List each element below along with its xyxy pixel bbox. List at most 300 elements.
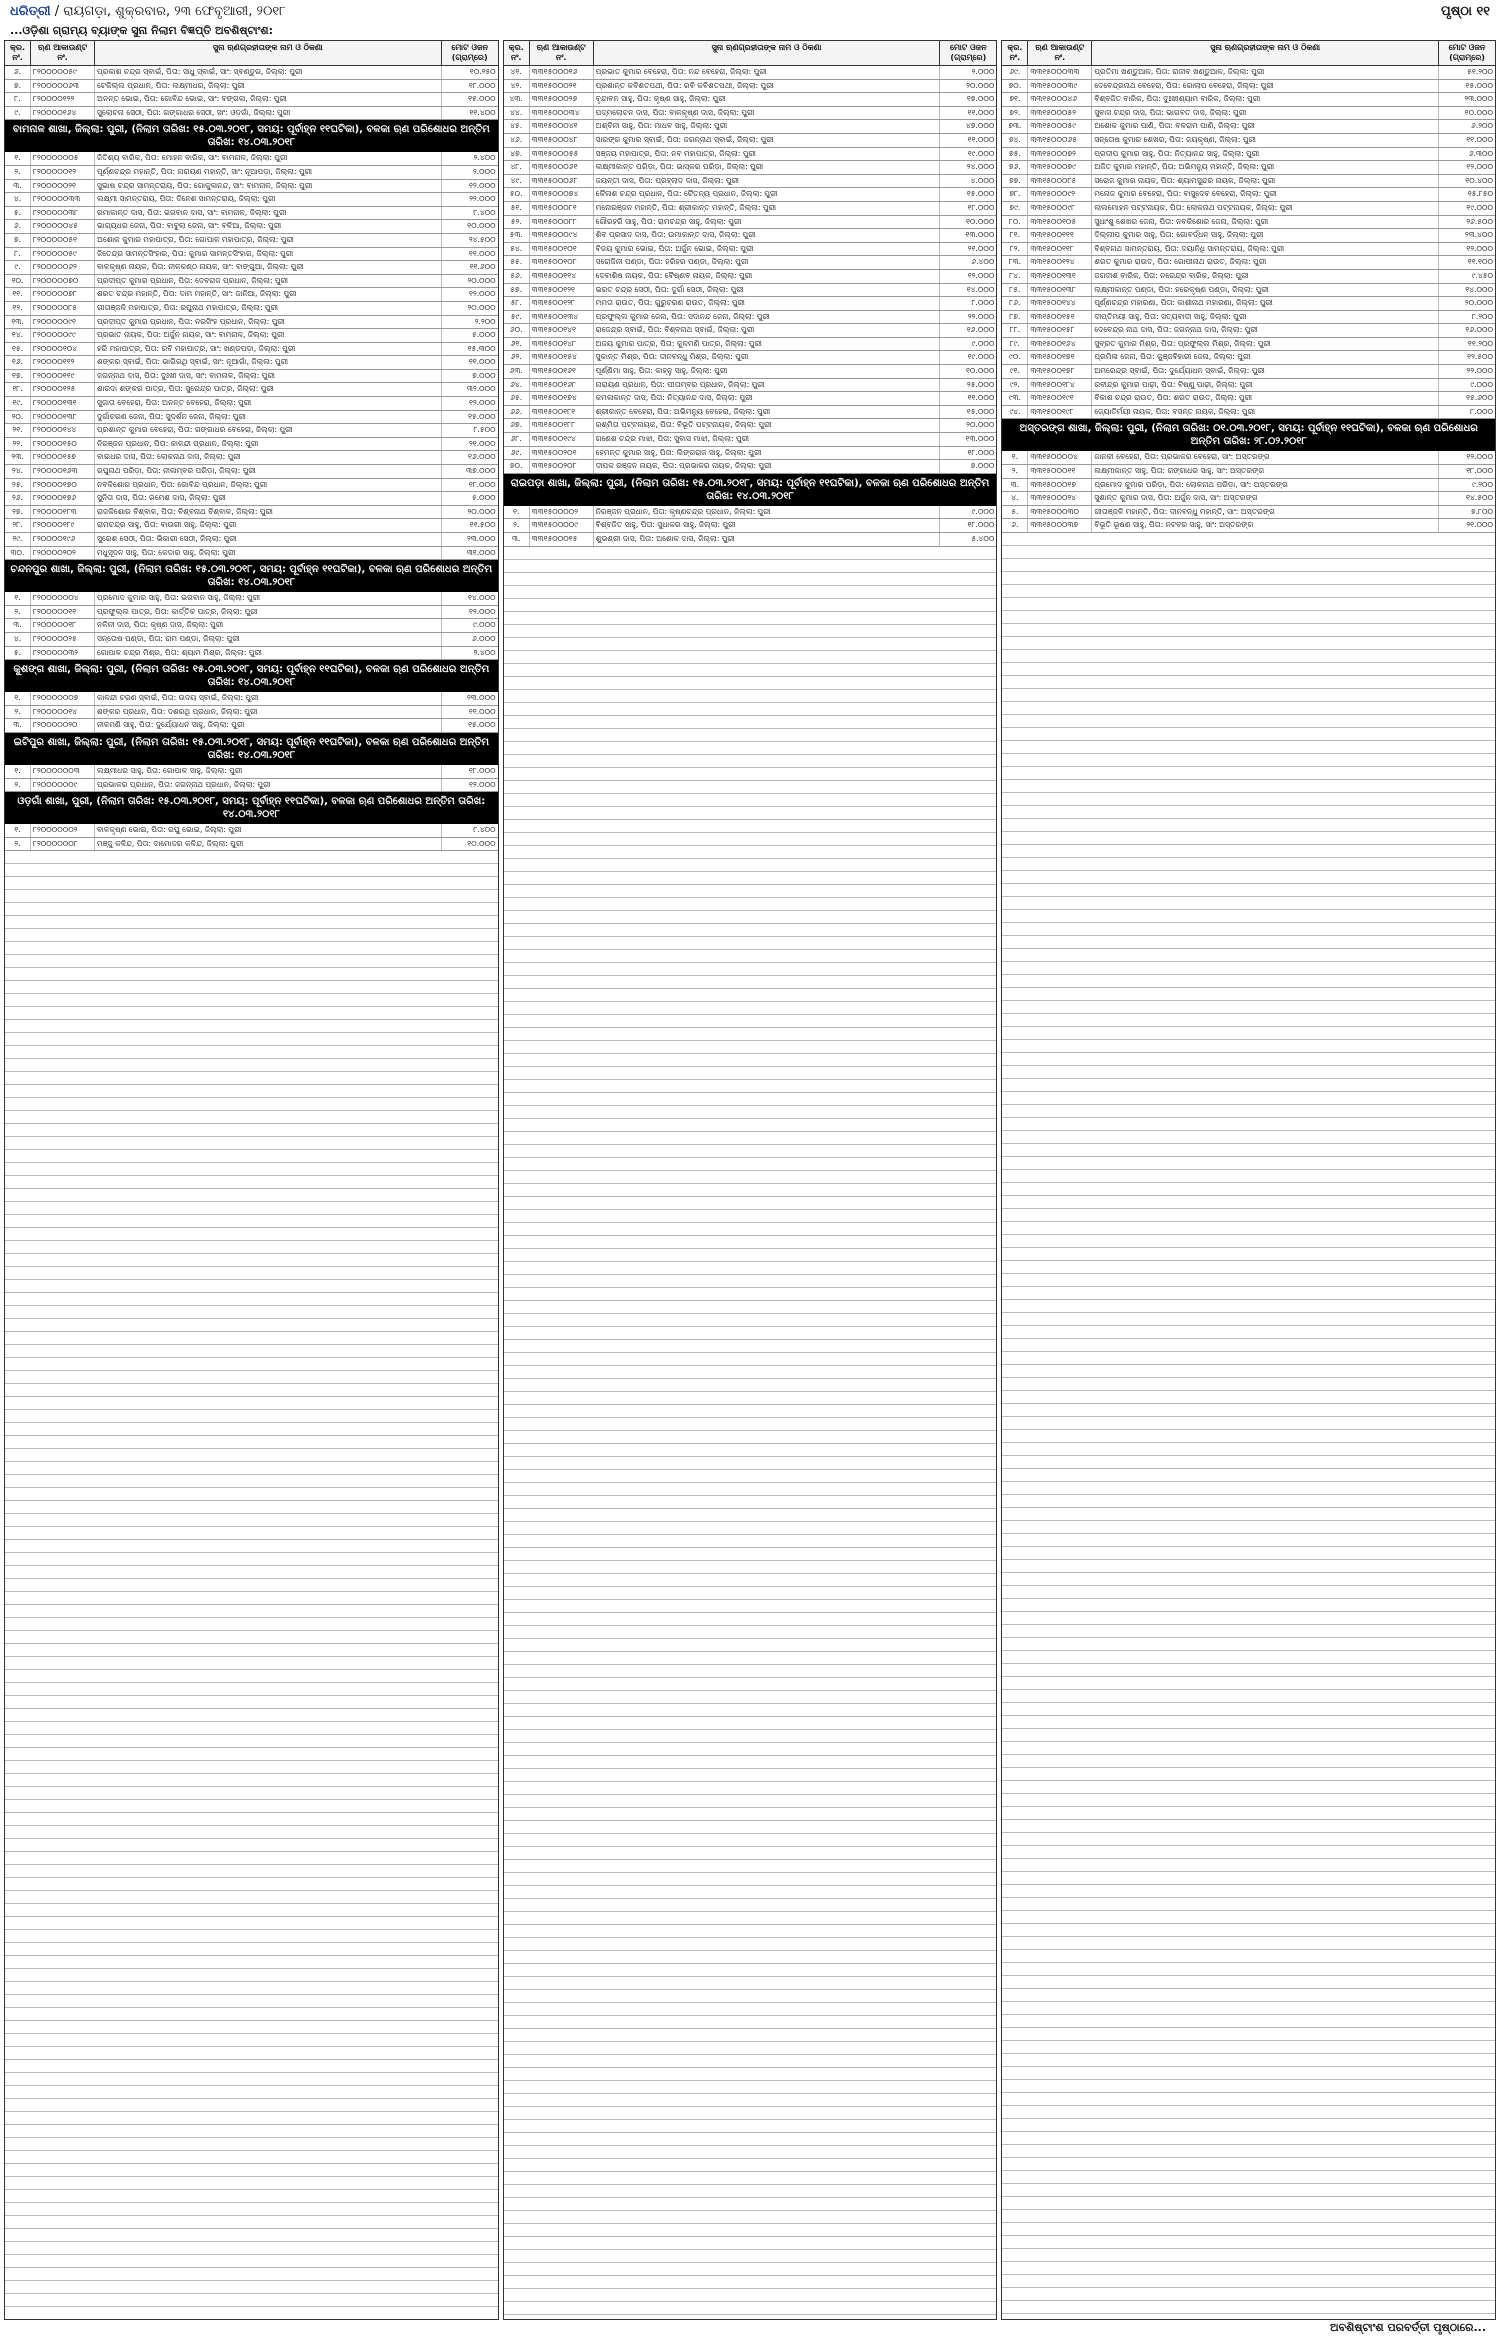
serial-cell: ୬୬. [504,406,530,419]
account-cell: ୮୨୦୦୦୦୦୭୮ [31,288,95,301]
serial-cell: ୫. [5,207,31,220]
table-row [504,66,997,80]
table-row [5,193,498,207]
account-cell: ୮୨୦୦୦୦୦୫୯ [31,248,95,261]
table-row [1002,351,1495,365]
table-row [5,234,498,248]
weight-cell: ୩୭.୦୦୦ [466,466,496,476]
table-row [504,93,997,107]
weight-cell: ୨୦.୦୦୦ [467,275,496,285]
weight-cell: ୯.୨୦୦ [1472,479,1494,489]
serial-cell: ୧୯. [5,397,31,410]
table-row [504,297,997,311]
account-cell: ୩୩୧୫୦୦୦୮୫ [1028,175,1092,188]
account-cell: ୩୩୧୫୦୦୧୨୧ [530,284,594,297]
weight-cell: ୮.୫୦୦ [473,425,496,435]
serial-cell: ୮୮. [1002,324,1028,337]
account-cell: ୩୩୧୫୦୦୦୦୪ [1028,451,1092,464]
serial-cell: ୨୦. [5,411,31,424]
serial-cell: ୫୪. [504,243,530,256]
serial-cell: ୨. [5,838,31,851]
serial-cell: ୭. [5,234,31,247]
table-row [504,533,997,547]
table-row [5,383,498,397]
weight-cell: ୧୭.୦୦୦ [966,94,995,104]
weight-cell: ୧୧.୦୦୦ [967,134,995,144]
account-cell: ୩୩୧୫୦୦୦୯୨ [1028,188,1092,201]
header-serial: କ୍ର. ନଂ. [1002,41,1028,65]
table-row [5,692,498,706]
borrower-cell: ପୂର୍ଣ୍ଣିମା ସାହୁ, ପିତା: କାହ୍ନୁ ସାହୁ, ଜିଲ୍ଲା: ପୁରୀ [594,365,941,378]
account-cell: ୮୨୦୦୦୦୦୧୧ [31,606,95,619]
borrower-cell: କୈଳାଶ ଚନ୍ଦ୍ର ପ୍ରଧାନ, ପିତା: ଚୈତନ୍ୟ ପ୍ରଧାନ, ଜିଲ୍ଲା: ପୁରୀ [594,188,941,201]
borrower-cell: ମନୋଜ କୁମାର ବେହେରା, ପିତା: ବାସୁଦେବ ବେହେରା, ଜିଲ୍ଲା: ପୁରୀ [1092,188,1439,201]
borrower-cell: ପ୍ରଭାତ ନାୟକ, ପିତା: ଅର୍ଜୁନ ନାୟକ, ସାଂ: ବାମନାଳ, ଜିଲ୍ଲା: ପୁରୀ [95,329,442,342]
borrower-cell: ସନ୍ତୋଷ ପଣ୍ଡା, ପିତା: ରାମ ପଣ୍ଡା, ଜିଲ୍ଲା: ପୁରୀ [95,633,442,646]
borrower-cell: ବାଳକୃଷ୍ଣ ନାୟକ, ପିତା: ନୀଳକଣ୍ଠ ନାୟକ, ସାଂ: ବାଙ୍ଗୁଆ, ଜିଲ୍ଲା: ପୁରୀ [95,261,442,274]
header-account: ଋଣ ଆକାଉଣ୍ଟ ନଂ. [530,41,594,65]
table-row [1002,134,1495,148]
account-cell: ୩୩୧୫୦୦୦୨୭ [530,93,594,106]
table-row [1002,311,1495,325]
account-cell: ୩୩୧୫୦୦୦୨୪ [1028,492,1092,505]
serial-cell: ୨୭. [5,506,31,519]
serial-cell: ୮୭. [1002,311,1028,324]
table-row [5,533,498,547]
table-row [5,492,498,506]
weight-cell: ୧୪.୫୦୦ [1466,493,1494,503]
table-row [5,275,498,289]
table-row [504,519,997,533]
borrower-cell: ସଞ୍ଜୟ ମହାପାତ୍ର, ପିତା: ନବ ମହାପାତ୍ର, ଜିଲ୍ଲା: ପୁରୀ [594,148,941,161]
serial-cell: ୮୩. [1002,256,1028,269]
weight-cell: ୧୯.୦୦୦ [967,352,995,362]
header-borrower: ସୁନା ଋଣଗ୍ରହୀତାଙ୍କ ନାମ ଓ ଠିକଣା [95,41,442,65]
account-cell: ୮୨୦୦୦୦୦୨୧ [31,180,95,193]
serial-cell: ୭୨. [1002,107,1028,120]
table-row [504,379,997,393]
table-row [5,80,498,94]
serial-cell: ୮୬. [1002,297,1028,310]
serial-cell: ୩. [5,619,31,632]
table-continuation [5,851,498,2319]
table-row [504,392,997,406]
borrower-cell: ଶିବ ପ୍ରସାଦ ଦାସ, ପିତା: ଉମାକାନ୍ତ ଦାସ, ଜିଲ୍ଲା: ପୁରୀ [594,229,941,242]
table-row [1002,107,1495,121]
weight-cell: ୧୫.୩୦୦ [467,343,496,353]
serial-cell: ୬. [1002,519,1028,532]
account-cell: ୩୩୧୫୦୦୧୬୪ [1028,338,1092,351]
table-row [5,438,498,452]
weight-cell: ୧୪.୦୦୦ [1465,284,1494,294]
account-cell: ୩୩୧୫୦୦୧୨୪ [1028,256,1092,269]
account-cell: ୩୩୧୫୦୦୧୬୧ [530,365,594,378]
serial-cell: ୭୭. [1002,175,1028,188]
account-cell: ୮୨୦୦୦୦୧୮୯ [31,519,95,532]
account-cell: ୩୩୧୫୦୦୦୦୨ [530,506,594,519]
account-cell: ୮୨୦୦୦୦୦୩୨ [31,647,95,660]
notice-columns [4,40,1496,2320]
account-cell: ୮୨୦୦୦୦୧୨୫ [31,383,95,396]
serial-cell: ୧୧. [5,288,31,301]
borrower-cell: ନୀଳମଣି ସାହୁ, ପିତା: ଦୁର୍ଯ୍ୟୋଧନ ସାହୁ, ଜିଲ୍ଲା: ପୁରୀ [95,719,442,732]
account-cell: ୩୩୧୫୦୦୦୧୭ [1028,479,1092,492]
borrower-cell: ଅମରେନ୍ଦ୍ର ସ୍ବାଇଁ, ପିତା: ଦୁର୍ଯ୍ୟୋଧନ ସ୍ବାଇଁ, ଜିଲ୍ଲା: ପୁରୀ [1092,365,1439,378]
serial-cell: ୨. [5,706,31,719]
table-row [5,207,498,221]
borrower-cell: ପ୍ରଦୀପ କୁମାର ସାହୁ, ପିତା: ନିତ୍ୟାନନ୍ଦ ସାହୁ, ଜିଲ୍ଲା: ପୁରୀ [1092,148,1439,161]
table-row [504,338,997,352]
table-row [5,647,498,661]
serial-cell: ୭୩. [1002,120,1028,133]
table-row [5,706,498,720]
table-row [5,465,498,479]
table-row [504,324,997,338]
table-row [5,180,498,194]
page-number: ପୃଷ୍ଠା ୧୧ [1440,3,1490,19]
table-row [1002,284,1495,298]
account-cell: ୩୩୧୫୦୦୧୪୪ [1028,297,1092,310]
table-row [504,270,997,284]
serial-cell: ୧୨. [5,302,31,315]
weight-cell: ୨୦.୦୦୦ [966,80,995,90]
serial-cell: ୧. [504,506,530,519]
borrower-cell: ପଦ୍ମଲୋଚନ ଦାସ, ପିତା: ବାଳକୃଷ୍ଣ ଦାସ, ଜିଲ୍ଲା: ପୁରୀ [594,107,941,120]
borrower-cell: ଜୟନ୍ତୀ ଦାସ, ପିତା: ପ୍ରହ୍ଲାଦ ଦାସ, ଜିଲ୍ଲା: ପୁରୀ [594,175,941,188]
account-cell: ୩୩୧୫୦୦୦୦୯ [530,519,594,532]
header-account: ଋଣ ଆକାଉଣ୍ଟ ନଂ. [31,41,95,65]
weight-cell: ୧୧.୦୦୦ [967,107,995,117]
account-cell: ୮୨୦୦୦୦୦୭୦ [31,275,95,288]
newspaper-name: ଧରିତ୍ରୀ [10,3,51,19]
table-continuation [1002,533,1495,2319]
borrower-cell: ଦେବେନ୍ଦ୍ର ନାଥ ଦାସ, ପିତା: ଜଗନ୍ନାଥ ଦାସ, ଜିଲ୍ଲା: ପୁରୀ [1092,324,1439,337]
weight-cell: ୧୨.୦୦୦ [1466,162,1494,172]
borrower-cell: ପ୍ରତିମା ଖଣ୍ଡୁଆଳ, ପିତା: ରାଜୀବ ଖଣ୍ଡୁଆଳ, ଜିଲ୍ଲା: ପୁରୀ [1092,66,1439,79]
table-row [5,248,498,262]
account-cell: ୩୩୧୫୦୦୧୯୮ [1028,406,1092,419]
serial-cell: ୪୯. [504,175,530,188]
borrower-cell: ଲାଲମୋହନ ପଟ୍ଟନାୟକ, ପିତା: ଲୋକନାଥ ପଟ୍ଟନାୟକ, ଜିଲ୍ଲା: ପୁରୀ [1092,202,1439,215]
borrower-cell: ପ୍ରମୋଦ କୁମାର ପରିଡ଼ା, ପିତା: ଲୋକନାଥ ପରିଡ଼ା, ସାଂ: ଅସ୍ତରଙ୍ଗ [1092,479,1439,492]
serial-cell: ୬୪. [504,379,530,392]
serial-cell: ୪୭. [504,148,530,161]
table-row [5,329,498,343]
serial-cell: ୬. [5,220,31,233]
serial-cell: ୩୦. [5,547,31,560]
borrower-cell: ଜିତେନ୍ଦ୍ର ସାମନ୍ତସିଂହାର, ପିତା: କୁମାର ସାମନ୍ତସିଂହାର, ଜିଲ୍ଲା: ପୁରୀ [95,248,442,261]
table-row [1002,465,1495,479]
account-cell: ୩୩୧୫୦୦୨୦୮ [530,460,594,473]
table-row [5,765,498,779]
borrower-cell: ଅନନ୍ତ ଭୋଇ, ପିତା: ଗୋବିନ୍ଦ ଭୋଇ, ସାଂ: ବଙ୍ଗଳା, ଜିଲ୍ଲା: ପୁରୀ [95,93,442,106]
weight-cell: ୫୧.୨୦୦ [1467,67,1494,76]
table-row [5,343,498,357]
weight-cell: ୧୧.୦୦୦ [967,393,995,403]
weight-cell: ୧୧.୦୦୦ [1466,134,1494,144]
serial-cell: ୧. [5,152,31,165]
account-cell: ୩୩୧୫୦୦୦୧୬ [530,66,594,79]
serial-cell: ୯. [5,261,31,274]
account-cell: ୮୨୦୦୦୦୦୯୧ [31,316,95,329]
table-row [5,166,498,180]
serial-cell: ୧୪. [5,329,31,342]
branch-banner: ଅସ୍ତରଙ୍ଗ ଶାଖା, ଜିଲ୍ଲା: ପୁରୀ, (ନିଲାମ ତାରିଖ: ୦୧.୦୩.୨୦୧୮, ସମୟ: ପୂର୍ବାହ୍ନ ୧୧ଘଟିକା), ବଳକା ଋଣ ପରିଶୋଧର ଅନ୍ତିମ ତାରିଖ: ୨୮.୦୨.୨୦୧୮ [1002,419,1495,451]
account-cell: ୮୨୦୦୦୦୧୬୪ [31,107,95,120]
account-cell: ୮୨୦୦୦୦୦୧୪ [31,706,95,719]
borrower-cell: ଲକ୍ଷ୍ମୀ ସାମନ୍ତରାୟ, ପିତା: ଦିନେଶ ସାମନ୍ତରାୟ, ଜିଲ୍ଲା: ପୁରୀ [95,193,442,206]
weight-cell: ୧୫.୦୦୦ [966,406,995,416]
borrower-cell: ବୃନ୍ଦାବନ ସାହୁ, ପିତା: କୃଷ୍ଣ ସାହୁ, ଜିଲ୍ଲା: ପୁରୀ [594,93,941,106]
weight-cell: ୨୨.୦୦୦ [1466,366,1494,376]
account-cell: ୮୨୦୦୦୦୧୪୪ [31,424,95,437]
account-cell: ୩୩୧୫୦୦୦୭୪ [530,188,594,201]
table-row [5,288,498,302]
borrower-cell: ଜାନକୀ ବେହେରା, ପିତା: ପ୍ରଭାକର ବେହେରା, ସାଂ: ଅସ୍ତରଙ୍ଗ [1092,451,1439,464]
table-row [5,370,498,384]
serial-cell: ୧୮. [5,383,31,396]
borrower-cell: ସୁନିତା ଦାସ, ପିତା: ରମେଶ ଦାସ, ଜିଲ୍ଲା: ପୁରୀ [95,492,442,505]
account-cell: ୩୩୧୫୦୦୧୯୧ [1028,392,1092,405]
account-cell: ୩୩୧୫୦୦୧୮୪ [1028,379,1092,392]
borrower-cell: ଗଣେଶ ଚନ୍ଦ୍ର ମାଝୀ, ପିତା: ସୁବାସ ମାଝୀ, ଜିଲ୍ଲା: ପୁରୀ [594,433,941,446]
weight-cell: ୧୧.୬୦୦ [469,262,496,272]
borrower-cell: ପୂର୍ଣ୍ଣଚନ୍ଦ୍ର ମହାନ୍ତି, ପିତା: ନାରାୟଣ ମହାନ୍ତି, ସାଂ: ନୂଆପଡ଼ା, ଜିଲ୍ଲା: ପୁରୀ [95,166,442,179]
table-row [1002,202,1495,216]
serial-cell: ୯୪. [1002,406,1028,419]
weight-cell: ୨.୦୦୦ [971,67,995,76]
serial-cell: ୧୩. [5,316,31,329]
account-cell: ୩୩୧୫୦୦୦୬୫ [1028,134,1092,147]
table-row [504,311,997,325]
weight-cell: ୨୩.୦୦୦ [467,534,496,543]
borrower-cell: ସରୋଜ କୁମାର ନାୟକ, ପିତା: ଶ୍ୟାମସୁନ୍ଦର ନାୟକ, ଜିଲ୍ଲା: ପୁରୀ [1092,175,1439,188]
serial-cell: ୮୧. [1002,229,1028,242]
account-cell: ୩୩୧୫୦୦୧୫୮ [1028,324,1092,337]
borrower-cell: ଜ୍ୟୋତିର୍ମୟୀ ନାୟକ, ପିତା: ବସନ୍ତ ନାୟକ, ଜିଲ୍ଲା: ପୁରୀ [1092,406,1439,419]
borrower-cell: ଜିତିଶ୍ୟ ବାରିକ, ପିତା: ମୋହନ ବାରିକ, ସାଂ: ବାମନାଳ, ଜିଲ୍ଲା: ପୁରୀ [95,152,442,165]
account-cell: ୩୩୧୫୦୦୦୮୮ [530,216,594,229]
serial-cell: ୭୦. [1002,80,1028,93]
serial-cell: ୪୩. [504,93,530,106]
serial-cell: ୯୨. [1002,379,1028,392]
account-cell: ୩୩୧୫୦୦୧୫୧ [1028,311,1092,324]
table-row [1002,188,1495,202]
weight-cell: ୨୦.୦୦୦ [467,302,496,312]
table-row [1002,492,1495,506]
table-row [504,202,997,216]
borrower-cell: ଅଜିତ କୁମାର ମହାନ୍ତି, ପିତା: ଅଭିମନ୍ୟୁ ମହାନ୍ତି, ଜିଲ୍ଲା: ପୁରୀ [1092,161,1439,174]
account-cell: ୩୩୧୫୦୦୧୩୮ [1028,284,1092,297]
borrower-cell: ଶ୍ରୀକାନ୍ତ ବେହେରା, ପିତା: ଅଭିମନ୍ୟୁ ବେହେରା, ଜିଲ୍ଲା: ପୁରୀ [594,406,941,419]
borrower-cell: ବିକାଶ ଚନ୍ଦ୍ର ରାଉତ, ପିତା: ଶରତ ରାଉତ, ଜିଲ୍ଲା: ପୁରୀ [1092,392,1439,405]
serial-cell: ୨. [5,166,31,179]
account-cell: ୮୨୦୦୦୦୧୩୮ [31,411,95,424]
weight-cell: ୧୪.୦୦୦ [966,284,995,294]
borrower-cell: ପ୍ରମୋଦ କୁମାର ସାହୁ, ପିତା: ଭଗବାନ ସାହୁ, ଜିଲ୍ଲା: ପୁରୀ [95,592,442,605]
borrower-cell: ହରି ମହାପାତ୍ର, ପିତା: ରବି ମହାପାତ୍ର, ସାଂ: ଖଣ୍ଡପଡ଼ା, ଜିଲ୍ଲା: ପୁରୀ [95,343,442,356]
account-cell: ୮୨୦୦୦୦୦୦୪ [31,592,95,605]
serial-cell: ୧୫. [5,343,31,356]
weight-cell: ୬.୪୦୦ [971,257,995,267]
table-row [5,397,498,411]
weight-cell: ୧୫.୮୫୦ [1467,189,1494,199]
weight-cell: ୩୧.୦୦୦ [466,547,496,557]
serial-cell: ୪୮. [504,161,530,174]
serial-cell: ୧୬. [5,356,31,369]
serial-cell: ୨୬. [5,492,31,505]
borrower-cell: ଅଶୋକ କୁମାର ମହାପାତ୍ର, ପିତା: ଗୋପାଳ ମହାପାତ୍ର, ଜିଲ୍ଲା: ପୁରୀ [95,234,442,247]
table-row [1002,297,1495,311]
table-row [5,316,498,330]
weight-cell: ୨୦.୦୦୦ [966,420,995,430]
weight-cell: ୨.୪୦୦ [473,153,496,163]
borrower-cell: ବିଶ୍ବନାଥ ସାମନ୍ତରାୟ, ପିତା: ଦୟାନିଧି ସାମନ୍ତରାୟ, ଜିଲ୍ଲା: ପୁରୀ [1092,243,1439,256]
table-row [1002,175,1495,189]
account-cell: ୩୩୧୫୦୦୦୭୨ [1028,148,1092,161]
account-cell: ୮୨୦୦୦୦୧୨୨ [31,93,95,106]
table-row [504,433,997,447]
weight-cell: ୩୨.୦୦୦ [467,384,496,394]
table-row [5,220,498,234]
table-row [504,419,997,433]
serial-cell: ୧୦. [5,275,31,288]
borrower-cell: ଲକ୍ଷ୍ମୀକାନ୍ତ ପଣ୍ଡା, ପିତା: ହରେକୃଷ୍ଣ ପଣ୍ଡା, ଜିଲ୍ଲା: ପୁରୀ [1092,284,1439,297]
account-cell: ୩୩୧୫୦୦୧୮୧ [530,406,594,419]
weight-cell: ୧୧.୦୦୦ [468,248,496,258]
account-cell: ୮୨୦୦୦୦୦୮୫ [31,302,95,315]
continued-note: ଅବଶିଷ୍ଟାଂଶ ପରବର୍ତ୍ତୀ ପୃଷ୍ଠାରେ... [1329,2321,1486,2334]
serial-cell: ୬୩. [504,365,530,378]
weight-cell: ୭.୦୦୦ [472,370,496,380]
serial-cell: ୧୭. [5,370,31,383]
account-cell: ୩୩୧୫୦୦୧୭୮ [1028,365,1092,378]
table-row [504,351,997,365]
weight-cell: ୨୬.୫୦୦ [1466,216,1494,226]
account-cell: ୮୨୦୦୦୦୦୦୨ [31,824,95,837]
table-row [5,424,498,438]
weight-cell: ୧୮.୦୦୦ [468,479,496,489]
borrower-cell: ଗୀତାଞ୍ଜଳି ମହାନ୍ତି, ପିତା: ଦୀନବନ୍ଧୁ ମହାନ୍ତି, ସାଂ: ଅସ୍ତରଙ୍ଗ [1092,506,1439,519]
borrower-cell: ଅଶ୍ବିନୀ ସାହୁ, ପିତା: ମାଧବ ସାହୁ, ଜିଲ୍ଲା: ପୁରୀ [594,120,941,133]
weight-cell: ୮.୪୦୦ [473,825,496,835]
serial-cell: ୬୫. [504,392,530,405]
weight-cell: ୨୧.୦୦୦ [1466,520,1494,530]
serial-cell: ୧. [5,692,31,705]
borrower-cell: ପ୍ରଫୁଲ୍ଲ କୁମାର ଜେନା, ପିତା: ସଦାନନ୍ଦ ଜେନା, ଜିଲ୍ଲା: ପୁରୀ [594,311,941,324]
weight-cell: ୨୩.୦୦୦ [1464,94,1494,104]
weight-cell: ୧୨.୦୦୦ [469,289,496,299]
masthead-brand: ଧରିତ୍ରୀ / ରାୟଗଡ଼ା, ଶୁକ୍ରବାର, ୨୩ ଫେବୃଆରୀ, ୨୦୧୮ [10,3,286,19]
weight-cell: ୨.୨୦୦ [474,316,496,326]
account-cell: ୩୩୧୫୦୦୧୬୮ [530,379,594,392]
serial-cell: ୮୦. [1002,216,1028,229]
table-row [5,619,498,633]
account-cell: ୩୩୧୫୦୦୦୧୫ [530,533,594,546]
serial-cell: ୫. [5,647,31,660]
borrower-cell: ଗୌରହରି ସାହୁ, ପିତା: ରାମଚନ୍ଦ୍ର ସାହୁ, ଜିଲ୍ଲା: ପୁରୀ [594,216,941,229]
table-row [5,592,498,606]
table-row [5,356,498,370]
header-account: ଋଣ ଆକାଉଣ୍ଟ ନଂ. [1028,41,1092,65]
account-cell: ୩୩୧୫୦୦୧୪୮ [530,338,594,351]
borrower-cell: ବିଶ୍ବଜିତ ବାରିକ, ପିତା: ଦୁଃଖୀଶ୍ୟାମ ବାରିକ, ଜିଲ୍ଲା: ପୁରୀ [1092,93,1439,106]
borrower-cell: ପ୍ରମିଳା ଜେନା, ପିତା: କୁଞ୍ଜବିହାରୀ ଜେନା, ଜିଲ୍ଲା: ପୁରୀ [1092,351,1439,364]
table-row [5,547,498,561]
account-cell: ୩୩୧୫୦୦୦୬୮ [530,175,594,188]
weight-cell: ୨୪.୫୦୦ [468,234,496,244]
borrower-cell: ପ୍ରଶାନ୍ତ କୁମାର ବେହେରା, ପିତା: ଗଙ୍ଗାଧର ବେହେରା, ଜିଲ୍ଲା: ପୁରୀ [95,424,442,437]
header-serial: କ୍ର. ନଂ. [5,41,31,65]
notice-column [503,40,998,2320]
account-cell: ୩୩୧୫୦୦୧୧୮ [1028,243,1092,256]
borrower-cell: ଅଜୟ କୁମାର ପାତ୍ର, ପିତା: କୁଳମଣି ପାତ୍ର, ଜିଲ୍ଲା: ପୁରୀ [594,338,941,351]
weight-cell: ୭.୮୦୦ [1470,506,1494,516]
weight-cell: ୧୧.୦୦୦ [468,706,496,716]
weight-cell: ୧୦.୦୦୦ [467,838,496,848]
weight-cell: ୬.୦୦୦ [471,633,496,643]
table-row [1002,161,1495,175]
borrower-cell: ମନୋରଞ୍ଜନ ମହାନ୍ତି, ପିତା: ଶ୍ରୀକାନ୍ତ ମହାନ୍ତି, ଜିଲ୍ଲା: ପୁରୀ [594,202,941,215]
table-row [504,148,997,162]
account-cell: ୩୩୧୫୦୦୦୪୬ [1028,93,1092,106]
serial-cell: ୪. [1002,492,1028,505]
table-row [5,779,498,793]
serial-cell: ୬୨. [504,351,530,364]
account-cell: ୩୩୧୫୦୦୧୨୮ [530,297,594,310]
account-cell: ୩୩୧୫୦୦୦୪୧ [530,120,594,133]
serial-cell: ୭୧. [1002,93,1028,106]
table-row [504,284,997,298]
serial-cell: ୯. [5,107,31,120]
serial-cell: ୭୮. [1002,188,1028,201]
weight-cell: ୧୮.୦୦୦ [1466,466,1494,476]
serial-cell: ୫୧. [504,202,530,215]
serial-cell: ୮. [5,248,31,261]
account-cell: ୩୩୧୫୦୦୦୩୯ [1028,80,1092,93]
account-cell: ୮୨୦୦୦୦୦୦୫ [31,152,95,165]
account-cell: ୩୩୧୫୦୦୨୦୧ [530,447,594,460]
weight-cell: ୧୩.୦୦୦ [965,434,995,444]
weight-cell: ୧୦.୦୦୦ [965,366,995,376]
notice-column [4,40,499,2320]
header-weight: ମୋଟ ଓଜନ (ଗ୍ରାମ୍‌ରେ) [1448,43,1486,62]
borrower-cell: ମଞ୍ଜୁ କଳିନ୍ଦ, ପିତା: ଦାମୋଦର କଳିନ୍ଦ, ଜିଲ୍ଲା: ପୁରୀ [95,838,442,851]
serial-cell: ୫୬. [504,270,530,283]
serial-cell: ୧. [5,765,31,778]
weight-cell: ୨.୪୦୦ [473,647,496,657]
header-weight: ମୋଟ ଓଜନ (ଗ୍ରାମ୍‌ରେ) [949,43,987,62]
account-cell: ୩୩୧୫୦୦୦୧୧ [1028,465,1092,478]
borrower-cell: ପ୍ରଦୀପ୍ତ କୁମାର ପ୍ରଧାନ, ପିତା: ନରସିଂହ ପ୍ରଧାନ, ଜିଲ୍ଲା: ପୁରୀ [95,316,442,329]
serial-cell: ୭. [5,80,31,93]
serial-cell: ୪୫. [504,120,530,133]
borrower-cell: ନବକିଶୋର ପ୍ରଧାନ, ପିତା: ଗୋବିନ୍ଦ ପ୍ରଧାନ, ଜିଲ୍ଲା: ପୁରୀ [95,479,442,492]
borrower-cell: ସରୋଜିନୀ ପଣ୍ଡା, ପିତା: ହରିହର ପଣ୍ଡା, ଜିଲ୍ଲା: ପୁରୀ [594,256,941,269]
weight-cell: ୬.୩୦୦ [1468,148,1494,158]
account-cell: ୩୩୧୫୦୦୧୮୮ [530,419,594,432]
weight-cell: ୨୧.୦୦୦ [967,243,995,253]
branch-banner: କୁଶଙ୍ଗ ଶାଖା, ଜିଲ୍ଲା: ପୁରୀ, (ନିଲାମ ତାରିଖ: ୧୫.୦୩.୨୦୧୮, ସମୟ: ପୂର୍ବାହ୍ନ ୧୧ଘଟିକା), ବଳକା ଋଣ ପରିଶୋଧର ଅନ୍ତିମ ତାରିଖ: ୧୪.୦୩.୨୦୧୮ [5,660,498,692]
account-cell: ୩୩୧୫୦୦୧୭୪ [530,392,594,405]
weight-cell: ୧୨.୦୦୦ [1466,243,1494,253]
weight-cell: ୧୦.୪୦୦ [1465,175,1494,185]
account-cell: ୮୨୦୦୦୦୦୨୫ [31,633,95,646]
table-row [1002,229,1495,243]
table-row [504,216,997,230]
serial-cell: ୧. [1002,451,1028,464]
borrower-cell: ପ୍ରଭାକର ପ୍ରଧାନ, ପିତା: ଜଗନ୍ନାଥ ପ୍ରଧାନ, ଜିଲ୍ଲା: ପୁରୀ [95,779,442,792]
